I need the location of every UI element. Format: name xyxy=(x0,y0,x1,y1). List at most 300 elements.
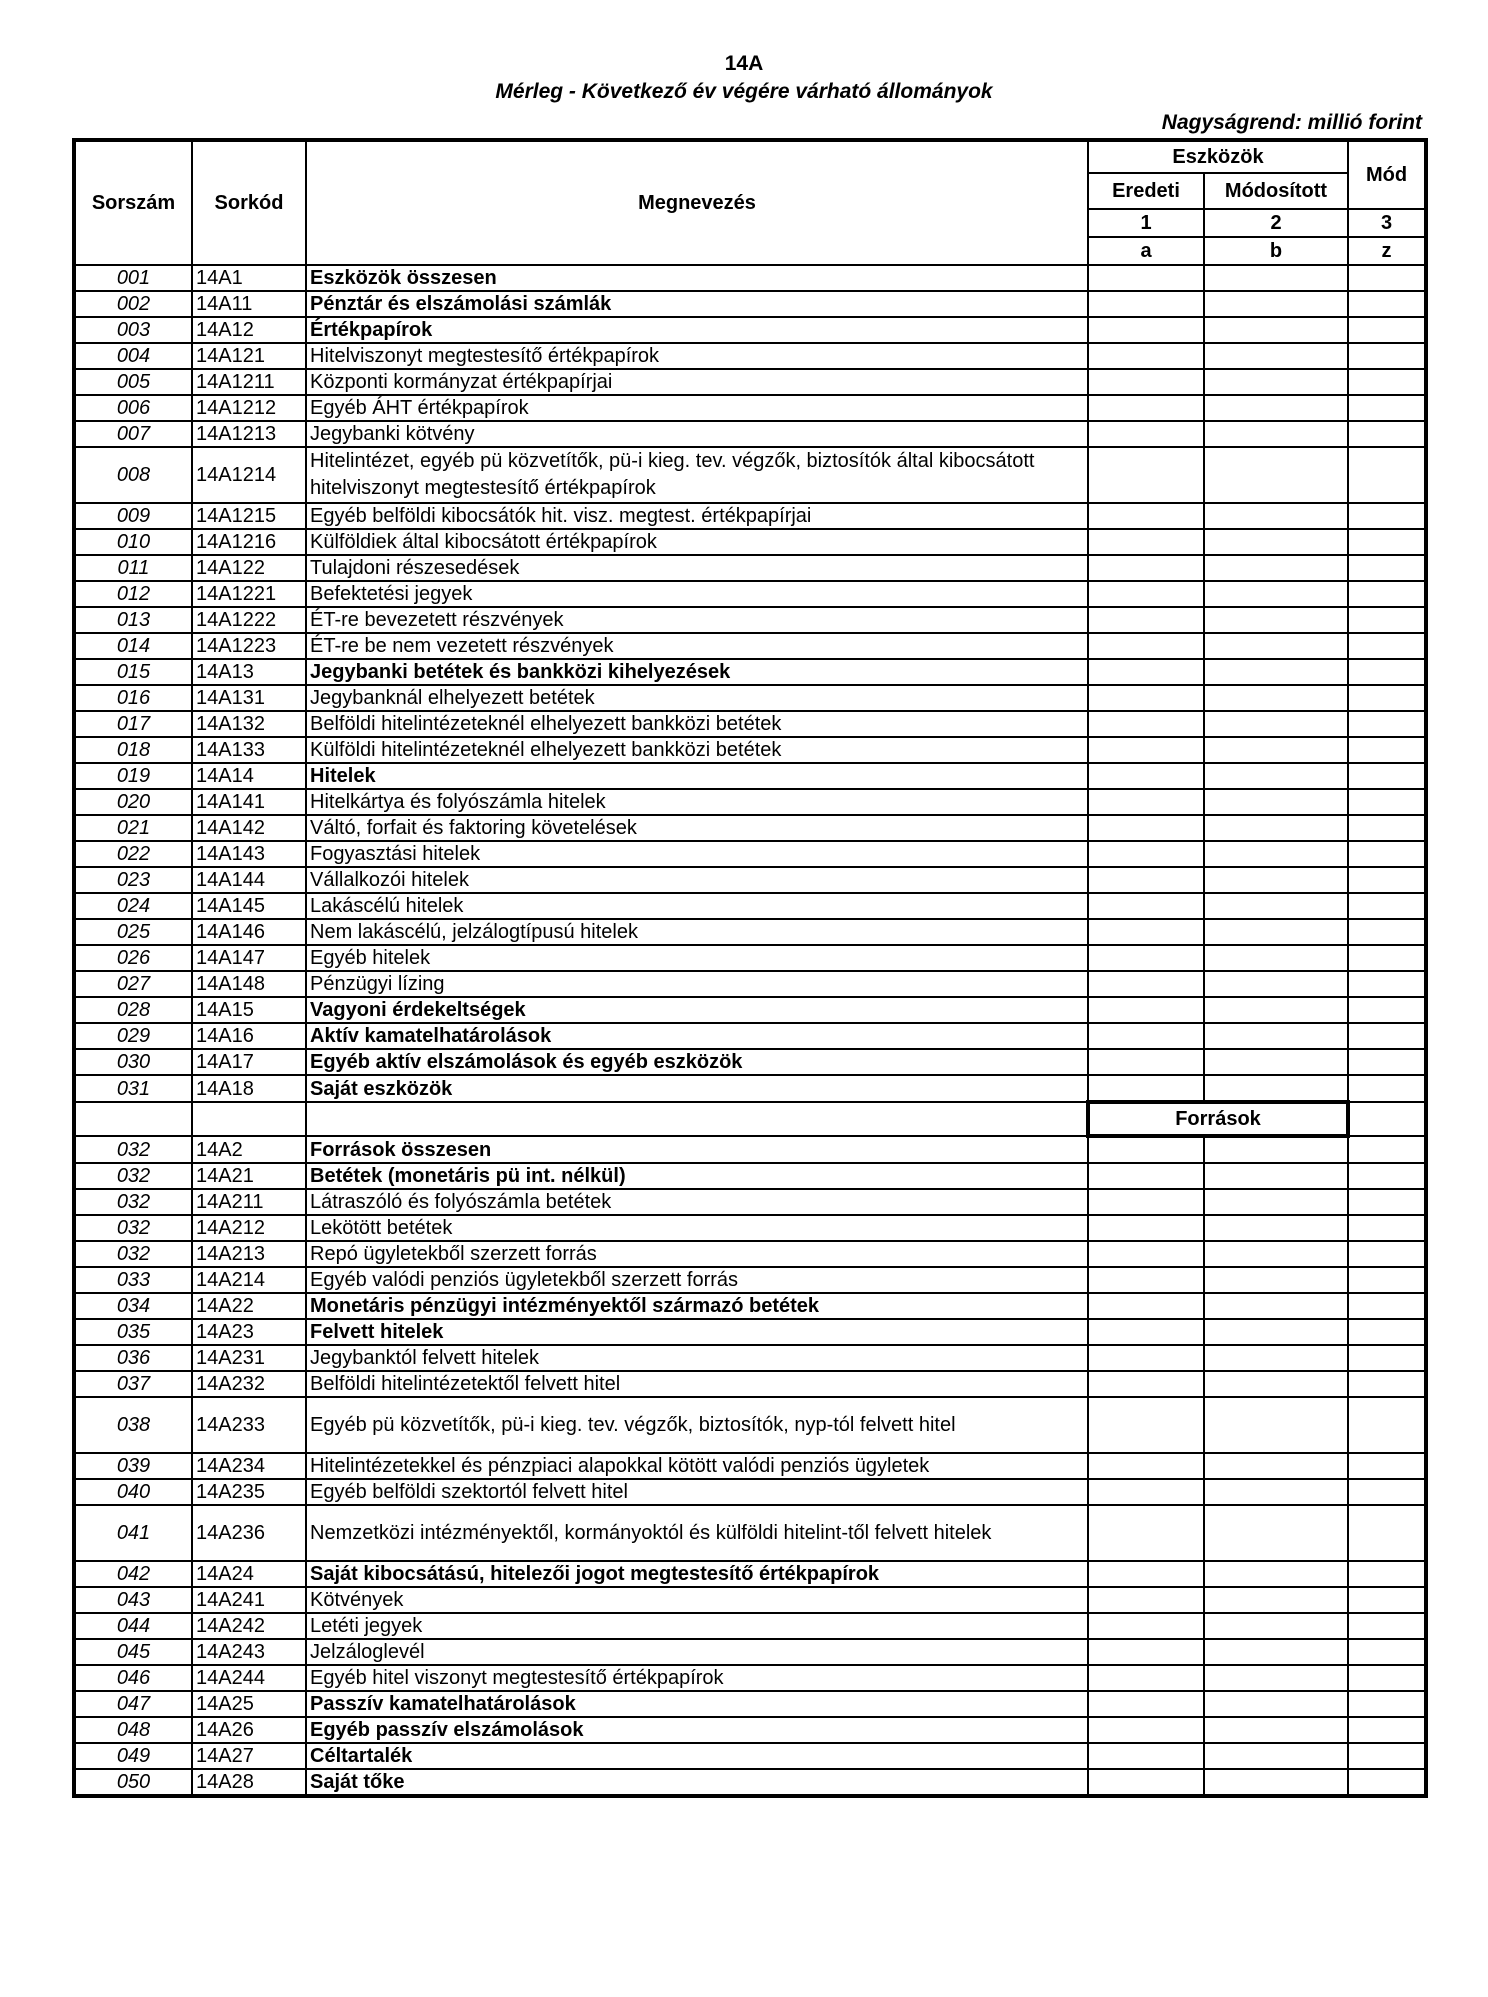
value-cell-eredeti[interactable] xyxy=(1088,581,1204,607)
value-cell-mod[interactable] xyxy=(1348,1743,1426,1769)
row-code: 14A21 xyxy=(192,1163,306,1189)
row-name: Felvett hitelek xyxy=(306,1319,1088,1345)
value-cell-modositott[interactable] xyxy=(1204,633,1348,659)
table-row xyxy=(74,421,1426,447)
row-name: Értékpapírok xyxy=(306,317,1088,343)
table-row xyxy=(74,1743,1426,1769)
value-cell-mod[interactable] xyxy=(1348,1639,1426,1665)
value-cell-eredeti[interactable] xyxy=(1088,291,1204,317)
row-number: 001 xyxy=(74,265,192,291)
value-cell-eredeti[interactable] xyxy=(1088,1769,1204,1796)
row-number: 032 xyxy=(74,1136,192,1163)
row-name: Vállalkozói hitelek xyxy=(306,867,1088,893)
value-cell-modositott[interactable] xyxy=(1204,711,1348,737)
row-number: 037 xyxy=(74,1371,192,1397)
value-cell-modositott[interactable] xyxy=(1204,395,1348,421)
row-code: 14A18 xyxy=(192,1075,306,1102)
row-number: 038 xyxy=(74,1397,192,1453)
table-row xyxy=(74,607,1426,633)
value-cell-modositott[interactable] xyxy=(1204,1049,1348,1075)
value-cell-mod[interactable] xyxy=(1348,503,1426,529)
value-cell-eredeti[interactable] xyxy=(1088,1479,1204,1505)
row-name: Váltó, forfait és faktoring követelések xyxy=(306,815,1088,841)
value-cell-eredeti[interactable] xyxy=(1088,737,1204,763)
value-cell-mod[interactable] xyxy=(1348,1163,1426,1189)
row-name: Saját tőke xyxy=(306,1769,1088,1796)
value-cell-eredeti[interactable] xyxy=(1088,1371,1204,1397)
row-name: Lakáscélú hitelek xyxy=(306,893,1088,919)
value-cell-mod[interactable] xyxy=(1348,1397,1426,1453)
value-cell-modositott[interactable] xyxy=(1204,893,1348,919)
row-name: Letéti jegyek xyxy=(306,1613,1088,1639)
row-number: 015 xyxy=(74,659,192,685)
row-code: 14A231 xyxy=(192,1345,306,1371)
value-cell-eredeti[interactable] xyxy=(1088,1345,1204,1371)
value-cell-eredeti[interactable] xyxy=(1088,1613,1204,1639)
value-cell-mod[interactable] xyxy=(1348,659,1426,685)
value-cell-eredeti[interactable] xyxy=(1088,1397,1204,1453)
value-cell-mod[interactable] xyxy=(1348,317,1426,343)
row-number: 047 xyxy=(74,1691,192,1717)
value-cell-mod[interactable] xyxy=(1348,1371,1426,1397)
value-cell-modositott[interactable] xyxy=(1204,659,1348,685)
value-cell-modositott[interactable] xyxy=(1204,1505,1348,1561)
row-code: 14A24 xyxy=(192,1561,306,1587)
value-cell-mod[interactable] xyxy=(1348,841,1426,867)
value-cell-mod[interactable] xyxy=(1348,919,1426,945)
row-code: 14A131 xyxy=(192,685,306,711)
value-cell-mod[interactable] xyxy=(1348,1319,1426,1345)
row-number: 024 xyxy=(74,893,192,919)
value-cell-modositott[interactable] xyxy=(1204,997,1348,1023)
value-cell-eredeti[interactable] xyxy=(1088,421,1204,447)
row-name: Jegybanki kötvény xyxy=(306,421,1088,447)
value-cell-mod[interactable] xyxy=(1348,711,1426,737)
value-cell-eredeti[interactable] xyxy=(1088,1319,1204,1345)
row-name: Egyéb hitelek xyxy=(306,945,1088,971)
value-cell-eredeti[interactable] xyxy=(1088,555,1204,581)
value-cell-eredeti[interactable] xyxy=(1088,815,1204,841)
value-cell-mod[interactable] xyxy=(1348,529,1426,555)
value-cell-modositott[interactable] xyxy=(1204,841,1348,867)
row-name: Befektetési jegyek xyxy=(306,581,1088,607)
value-cell-mod[interactable] xyxy=(1348,555,1426,581)
row-code: 14A132 xyxy=(192,711,306,737)
value-cell-eredeti[interactable] xyxy=(1088,945,1204,971)
value-cell-modositott[interactable] xyxy=(1204,317,1348,343)
row-number: 029 xyxy=(74,1023,192,1049)
row-number: 045 xyxy=(74,1639,192,1665)
row-name: Egyéb belföldi szektortól felvett hitel xyxy=(306,1479,1088,1505)
row-code: 14A17 xyxy=(192,1049,306,1075)
value-cell-mod[interactable] xyxy=(1348,867,1426,893)
table-row xyxy=(74,395,1426,421)
table-row xyxy=(74,1371,1426,1397)
value-cell-eredeti[interactable] xyxy=(1088,1075,1204,1102)
value-cell-mod[interactable] xyxy=(1348,1189,1426,1215)
value-cell-eredeti[interactable] xyxy=(1088,1163,1204,1189)
empty-cell xyxy=(306,1102,1088,1136)
row-name: Külföldiek által kibocsátott értékpapírok xyxy=(306,529,1088,555)
table-row xyxy=(74,1639,1426,1665)
row-number: 010 xyxy=(74,529,192,555)
row-number: 048 xyxy=(74,1717,192,1743)
table-row xyxy=(74,265,1426,291)
value-cell-modositott[interactable] xyxy=(1204,1665,1348,1691)
value-cell-modositott[interactable] xyxy=(1204,1163,1348,1189)
row-number: 022 xyxy=(74,841,192,867)
value-cell-mod[interactable] xyxy=(1348,1267,1426,1293)
value-cell-eredeti[interactable] xyxy=(1088,1505,1204,1561)
row-name: ÉT-re be nem vezetett részvények xyxy=(306,633,1088,659)
value-cell-eredeti[interactable] xyxy=(1088,763,1204,789)
value-cell-mod[interactable] xyxy=(1348,815,1426,841)
row-name: Hitelviszonyt megtestesítő értékpapírok xyxy=(306,343,1088,369)
row-name: Passzív kamatelhatárolások xyxy=(306,1691,1088,1717)
value-cell-eredeti[interactable] xyxy=(1088,659,1204,685)
value-cell-mod[interactable] xyxy=(1348,1613,1426,1639)
row-number: 040 xyxy=(74,1479,192,1505)
value-cell-mod[interactable] xyxy=(1348,1769,1426,1796)
value-cell-mod[interactable] xyxy=(1348,447,1426,503)
value-cell-mod[interactable] xyxy=(1348,1023,1426,1049)
value-cell-modositott[interactable] xyxy=(1204,1319,1348,1345)
value-cell-mod[interactable] xyxy=(1348,1505,1426,1561)
row-name: Jelzáloglevél xyxy=(306,1639,1088,1665)
value-cell-modositott[interactable] xyxy=(1204,1267,1348,1293)
value-cell-modositott[interactable] xyxy=(1204,265,1348,291)
value-cell-mod[interactable] xyxy=(1348,945,1426,971)
value-cell-modositott[interactable] xyxy=(1204,1743,1348,1769)
row-number: 021 xyxy=(74,815,192,841)
table-row xyxy=(74,711,1426,737)
table-row xyxy=(74,1075,1426,1102)
row-code: 14A121 xyxy=(192,343,306,369)
value-cell-mod[interactable] xyxy=(1348,607,1426,633)
value-cell-eredeti[interactable] xyxy=(1088,265,1204,291)
value-cell-modositott[interactable] xyxy=(1204,1023,1348,1049)
value-cell-modositott[interactable] xyxy=(1204,1241,1348,1267)
value-cell-mod[interactable] xyxy=(1348,395,1426,421)
row-number: 049 xyxy=(74,1743,192,1769)
row-name: Repó ügyletekből szerzett forrás xyxy=(306,1241,1088,1267)
value-cell-modositott[interactable] xyxy=(1204,447,1348,503)
value-cell-mod[interactable] xyxy=(1348,343,1426,369)
value-cell-mod[interactable] xyxy=(1348,421,1426,447)
row-name: Források összesen xyxy=(306,1136,1088,1163)
value-cell-mod[interactable] xyxy=(1348,265,1426,291)
row-code: 14A235 xyxy=(192,1479,306,1505)
value-cell-eredeti[interactable] xyxy=(1088,1453,1204,1479)
col-number-2: 2 xyxy=(1204,209,1348,237)
value-cell-modositott[interactable] xyxy=(1204,1075,1348,1102)
value-cell-modositott[interactable] xyxy=(1204,1453,1348,1479)
table-row xyxy=(74,737,1426,763)
value-cell-mod[interactable] xyxy=(1348,633,1426,659)
unit-note: Nagyságrend: millió forint xyxy=(1161,111,1422,134)
value-cell-modositott[interactable] xyxy=(1204,1613,1348,1639)
page-title: Mérleg - Következő év végére várható állományok xyxy=(495,80,993,103)
table-row xyxy=(74,1293,1426,1319)
row-number: 042 xyxy=(74,1561,192,1587)
value-cell-eredeti[interactable] xyxy=(1088,343,1204,369)
value-cell-mod[interactable] xyxy=(1348,369,1426,395)
row-name: Hitelek xyxy=(306,763,1088,789)
col-header-eszkozok: Eszközök xyxy=(1088,140,1348,173)
value-cell-modositott[interactable] xyxy=(1204,1293,1348,1319)
value-cell-eredeti[interactable] xyxy=(1088,503,1204,529)
value-cell-eredeti[interactable] xyxy=(1088,1189,1204,1215)
row-name: Pénzügyi lízing xyxy=(306,971,1088,997)
value-cell-eredeti[interactable] xyxy=(1088,1691,1204,1717)
form-code: 14A xyxy=(724,52,764,75)
row-name: Látraszóló és folyószámla betétek xyxy=(306,1189,1088,1215)
value-cell-mod[interactable] xyxy=(1348,1587,1426,1613)
value-cell-eredeti[interactable] xyxy=(1088,1743,1204,1769)
row-name: Aktív kamatelhatárolások xyxy=(306,1023,1088,1049)
value-cell-mod[interactable] xyxy=(1348,1717,1426,1743)
row-number: 032 xyxy=(74,1189,192,1215)
value-cell-modositott[interactable] xyxy=(1204,1691,1348,1717)
table-row xyxy=(74,1163,1426,1189)
value-cell-eredeti[interactable] xyxy=(1088,893,1204,919)
row-code: 14A15 xyxy=(192,997,306,1023)
value-cell-modositott[interactable] xyxy=(1204,1215,1348,1241)
value-cell-mod[interactable] xyxy=(1348,1561,1426,1587)
value-cell-modositott[interactable] xyxy=(1204,1371,1348,1397)
table-row xyxy=(74,633,1426,659)
value-cell-eredeti[interactable] xyxy=(1088,1215,1204,1241)
row-number: 012 xyxy=(74,581,192,607)
table-row xyxy=(74,1717,1426,1743)
row-code: 14A1216 xyxy=(192,529,306,555)
value-cell-eredeti[interactable] xyxy=(1088,1241,1204,1267)
row-code: 14A1213 xyxy=(192,421,306,447)
value-cell-eredeti[interactable] xyxy=(1088,369,1204,395)
value-cell-mod[interactable] xyxy=(1348,291,1426,317)
row-code: 14A211 xyxy=(192,1189,306,1215)
value-cell-mod[interactable] xyxy=(1348,1049,1426,1075)
value-cell-modositott[interactable] xyxy=(1204,1189,1348,1215)
value-cell-eredeti[interactable] xyxy=(1088,317,1204,343)
row-code: 14A148 xyxy=(192,971,306,997)
value-cell-eredeti[interactable] xyxy=(1088,841,1204,867)
value-cell-modositott[interactable] xyxy=(1204,1479,1348,1505)
value-cell-modositott[interactable] xyxy=(1204,421,1348,447)
value-cell-modositott[interactable] xyxy=(1204,1769,1348,1796)
table-row xyxy=(74,581,1426,607)
row-code: 14A141 xyxy=(192,789,306,815)
row-name: Hitelintézetekkel és pénzpiaci alapokkal kötött valódi penziós ügyletek xyxy=(306,1453,1088,1479)
value-cell-modositott[interactable] xyxy=(1204,1345,1348,1371)
table-row xyxy=(74,945,1426,971)
value-cell-modositott[interactable] xyxy=(1204,919,1348,945)
value-cell-eredeti[interactable] xyxy=(1088,1717,1204,1743)
table-row xyxy=(74,503,1426,529)
value-cell-eredeti[interactable] xyxy=(1088,919,1204,945)
value-cell-mod[interactable] xyxy=(1348,1293,1426,1319)
table-row xyxy=(74,1319,1426,1345)
table-row xyxy=(74,1587,1426,1613)
row-number: 014 xyxy=(74,633,192,659)
value-cell-mod[interactable] xyxy=(1348,763,1426,789)
value-cell-modositott[interactable] xyxy=(1204,1136,1348,1163)
value-cell-mod[interactable] xyxy=(1348,1075,1426,1102)
value-cell-mod[interactable] xyxy=(1348,1136,1426,1163)
value-cell-mod[interactable] xyxy=(1348,1241,1426,1267)
row-name: Belföldi hitelintézeteknél elhelyezett bankközi betétek xyxy=(306,711,1088,737)
value-cell-mod[interactable] xyxy=(1348,1691,1426,1717)
table-row xyxy=(74,529,1426,555)
value-cell-eredeti[interactable] xyxy=(1088,1639,1204,1665)
value-cell-modositott[interactable] xyxy=(1204,815,1348,841)
row-number: 002 xyxy=(74,291,192,317)
table-row xyxy=(74,685,1426,711)
row-number: 017 xyxy=(74,711,192,737)
value-cell-modositott[interactable] xyxy=(1204,685,1348,711)
value-cell-eredeti[interactable] xyxy=(1088,1136,1204,1163)
value-cell-modositott[interactable] xyxy=(1204,1397,1348,1453)
value-cell-eredeti[interactable] xyxy=(1088,1293,1204,1319)
value-cell-eredeti[interactable] xyxy=(1088,867,1204,893)
value-cell-modositott[interactable] xyxy=(1204,763,1348,789)
value-cell-modositott[interactable] xyxy=(1204,555,1348,581)
value-cell-eredeti[interactable] xyxy=(1088,607,1204,633)
row-name: Nemzetközi intézményektől, kormányoktól és külföldi hitelint-től felvett hitelek xyxy=(306,1505,1088,1561)
value-cell-mod[interactable] xyxy=(1348,893,1426,919)
value-cell-mod[interactable] xyxy=(1348,1345,1426,1371)
value-cell-modositott[interactable] xyxy=(1204,369,1348,395)
value-cell-mod[interactable] xyxy=(1348,737,1426,763)
value-cell-eredeti[interactable] xyxy=(1088,529,1204,555)
table-row xyxy=(74,1505,1426,1561)
value-cell-modositott[interactable] xyxy=(1204,737,1348,763)
value-cell-eredeti[interactable] xyxy=(1088,685,1204,711)
value-cell-modositott[interactable] xyxy=(1204,581,1348,607)
value-cell-modositott[interactable] xyxy=(1204,607,1348,633)
row-code: 14A23 xyxy=(192,1319,306,1345)
row-number: 003 xyxy=(74,317,192,343)
value-cell-mod[interactable] xyxy=(1348,685,1426,711)
row-name: Saját kibocsátású, hitelezői jogot megtestesítő értékpapírok xyxy=(306,1561,1088,1587)
value-cell-mod[interactable] xyxy=(1348,1215,1426,1241)
table-row xyxy=(74,1189,1426,1215)
value-cell-mod[interactable] xyxy=(1348,997,1426,1023)
row-code: 14A244 xyxy=(192,1665,306,1691)
row-code: 14A14 xyxy=(192,763,306,789)
row-code: 14A145 xyxy=(192,893,306,919)
row-code: 14A133 xyxy=(192,737,306,763)
value-cell-eredeti[interactable] xyxy=(1088,633,1204,659)
value-cell-eredeti[interactable] xyxy=(1088,711,1204,737)
table-row xyxy=(74,1241,1426,1267)
value-cell-mod[interactable] xyxy=(1348,581,1426,607)
table-row xyxy=(74,815,1426,841)
section-separator-row xyxy=(74,1102,1426,1136)
value-cell-modositott[interactable] xyxy=(1204,945,1348,971)
row-name: Egyéb valódi penziós ügyletekből szerzett forrás xyxy=(306,1267,1088,1293)
row-number: 030 xyxy=(74,1049,192,1075)
row-name: Tulajdoni részesedések xyxy=(306,555,1088,581)
col-letter-a: a xyxy=(1088,237,1204,265)
row-code: 14A142 xyxy=(192,815,306,841)
row-number: 006 xyxy=(74,395,192,421)
value-cell-eredeti[interactable] xyxy=(1088,1023,1204,1049)
row-code: 14A1222 xyxy=(192,607,306,633)
balance-sheet-table xyxy=(72,138,1428,1798)
table-body xyxy=(74,265,1426,1796)
row-code: 14A11 xyxy=(192,291,306,317)
col-number-3: 3 xyxy=(1348,209,1426,237)
row-code: 14A144 xyxy=(192,867,306,893)
col-header-mod: Mód xyxy=(1348,140,1426,209)
value-cell-modositott[interactable] xyxy=(1204,1561,1348,1587)
value-cell-modositott[interactable] xyxy=(1204,971,1348,997)
value-cell-mod[interactable] xyxy=(1348,789,1426,815)
value-cell-mod[interactable] xyxy=(1348,1453,1426,1479)
section-header-forrasok: Források xyxy=(1088,1102,1348,1136)
value-cell-eredeti[interactable] xyxy=(1088,1587,1204,1613)
row-number: 011 xyxy=(74,555,192,581)
row-code: 14A147 xyxy=(192,945,306,971)
value-cell-modositott[interactable] xyxy=(1204,1587,1348,1613)
value-cell-modositott[interactable] xyxy=(1204,343,1348,369)
value-cell-eredeti[interactable] xyxy=(1088,395,1204,421)
value-cell-mod[interactable] xyxy=(1348,1479,1426,1505)
value-cell-modositott[interactable] xyxy=(1204,1639,1348,1665)
row-name: Hitelintézet, egyéb pü közvetítők, pü-i kieg. tev. végzők, biztosítók által kibocsátott hitelviszonyt megtestesítő értékpapírok xyxy=(306,447,1088,503)
col-letter-z: z xyxy=(1348,237,1426,265)
row-name: Jegybanktól felvett hitelek xyxy=(306,1345,1088,1371)
row-code: 14A234 xyxy=(192,1453,306,1479)
table-row xyxy=(74,659,1426,685)
value-cell-modositott[interactable] xyxy=(1204,529,1348,555)
row-code: 14A25 xyxy=(192,1691,306,1717)
row-number: 009 xyxy=(74,503,192,529)
row-name: Hitelkártya és folyószámla hitelek xyxy=(306,789,1088,815)
value-cell-eredeti[interactable] xyxy=(1088,1561,1204,1587)
value-cell-mod[interactable] xyxy=(1348,1665,1426,1691)
row-number: 004 xyxy=(74,343,192,369)
value-cell-modositott[interactable] xyxy=(1204,1717,1348,1743)
value-cell-eredeti[interactable] xyxy=(1088,789,1204,815)
row-name: Kötvények xyxy=(306,1587,1088,1613)
row-number: 044 xyxy=(74,1613,192,1639)
row-code: 14A12 xyxy=(192,317,306,343)
value-cell-modositott[interactable] xyxy=(1204,867,1348,893)
row-number: 028 xyxy=(74,997,192,1023)
value-cell-eredeti[interactable] xyxy=(1088,1267,1204,1293)
value-cell-mod[interactable] xyxy=(1348,971,1426,997)
table-row xyxy=(74,369,1426,395)
value-cell-modositott[interactable] xyxy=(1204,789,1348,815)
value-cell-eredeti[interactable] xyxy=(1088,447,1204,503)
empty-cell xyxy=(1348,1102,1426,1136)
value-cell-eredeti[interactable] xyxy=(1088,1665,1204,1691)
row-code: 14A1223 xyxy=(192,633,306,659)
row-code: 14A242 xyxy=(192,1613,306,1639)
value-cell-modositott[interactable] xyxy=(1204,503,1348,529)
row-name: Jegybanki betétek és bankközi kihelyezések xyxy=(306,659,1088,685)
row-number: 008 xyxy=(74,447,192,503)
value-cell-eredeti[interactable] xyxy=(1088,997,1204,1023)
row-number: 007 xyxy=(74,421,192,447)
table-row xyxy=(74,1136,1426,1163)
value-cell-eredeti[interactable] xyxy=(1088,1049,1204,1075)
col-header-megnevezes: Megnevezés xyxy=(306,140,1088,265)
value-cell-eredeti[interactable] xyxy=(1088,971,1204,997)
value-cell-modositott[interactable] xyxy=(1204,291,1348,317)
